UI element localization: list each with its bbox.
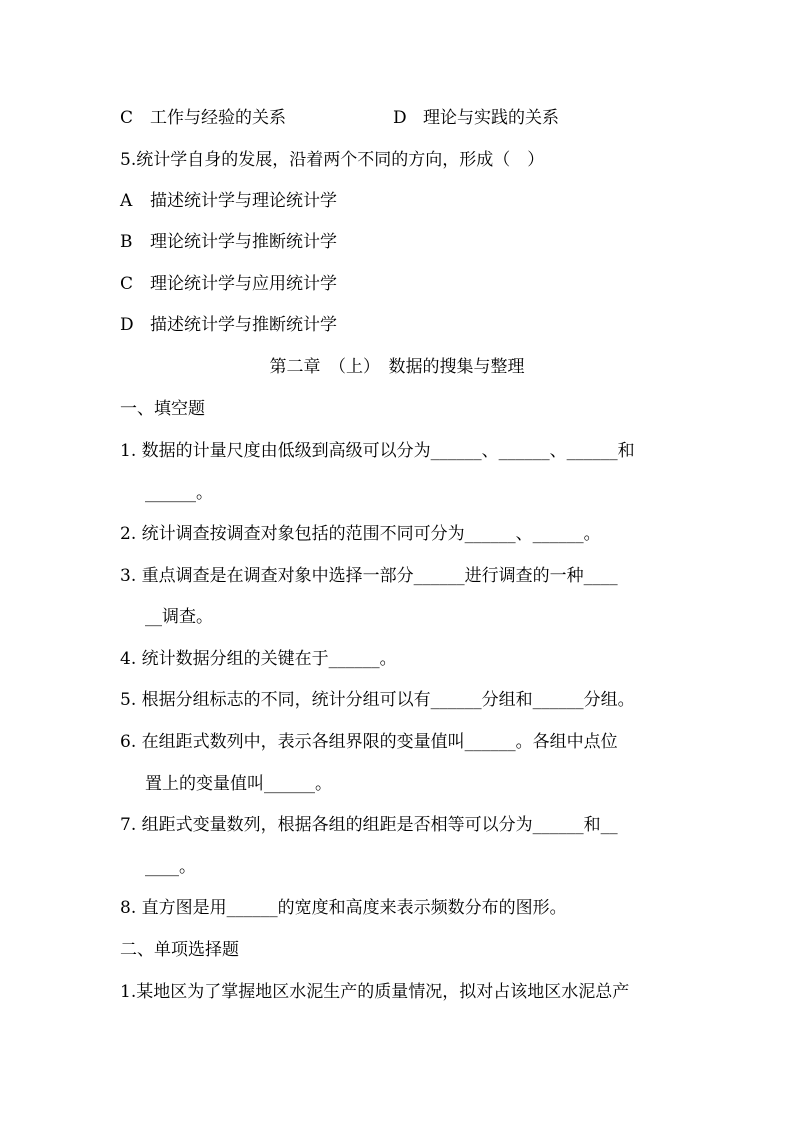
- q5-option-d: [120, 314, 337, 336]
- option-letter: A: [120, 191, 133, 211]
- prev-option-c: [120, 107, 286, 129]
- option-text: 理论统计学与推断统计学: [150, 232, 337, 252]
- option-letter: B: [120, 232, 133, 252]
- fill-item-7-cont: ____。: [145, 857, 196, 877]
- q5-option-b: [120, 231, 337, 253]
- option-letter: D: [393, 108, 407, 128]
- fill-item-6: 6. 在组距式数列中，表示各组界限的变量值叫______。各组中点位: [120, 732, 618, 752]
- question-5: 5.统计学自身的发展，沿着两个不同的方向，形成（ ）: [120, 150, 545, 170]
- fill-item-3: 3. 重点调查是在调查对象中选择一部分______进行调查的一种____: [120, 566, 618, 586]
- option-letter: C: [120, 108, 134, 128]
- choice-question-1: 1.某地区为了掌握地区水泥生产的质量情况，拟对占该地区水泥总产: [120, 982, 630, 1002]
- prev-option-d: [393, 107, 559, 129]
- fill-item-5: 5. 根据分组标志的不同，统计分组可以有______分组和______分组。: [120, 690, 635, 710]
- fill-item-6-cont: 置上的变量值叫______。: [145, 774, 332, 794]
- q5-option-a: [120, 190, 337, 212]
- option-text: 描述统计学与推断统计学: [150, 315, 337, 335]
- chapter-title: 第二章 （上） 数据的搜集与整理: [269, 357, 525, 377]
- fill-item-4: 4. 统计数据分组的关键在于______。: [120, 649, 397, 669]
- section-title-fill-in: 一、填空题: [120, 399, 205, 419]
- fill-item-8: 8. 直方图是用______的宽度和高度来表示频数分布的图形。: [120, 898, 567, 918]
- option-letter: D: [120, 315, 134, 335]
- option-text: 描述统计学与理论统计学: [150, 191, 337, 211]
- option-text: 工作与经验的关系: [150, 108, 286, 128]
- fill-item-3-cont: __调查。: [145, 607, 213, 627]
- fill-item-1-cont: ______。: [145, 483, 213, 503]
- fill-item-7: 7. 组距式变量数列，根据各组的组距是否相等可以分为______和__: [120, 815, 618, 835]
- option-text: 理论与实践的关系: [423, 108, 559, 128]
- fill-item-1: 1. 数据的计量尺度由低级到高级可以分为______、______、______和: [120, 441, 635, 461]
- option-letter: C: [120, 274, 134, 294]
- fill-item-2: 2. 统计调查按调查对象包括的范围不同可分为______、______。: [120, 524, 601, 544]
- section-title-single-choice: 二、单项选择题: [120, 940, 239, 960]
- q5-option-c: [120, 273, 337, 295]
- option-text: 理论统计学与应用统计学: [150, 274, 337, 294]
